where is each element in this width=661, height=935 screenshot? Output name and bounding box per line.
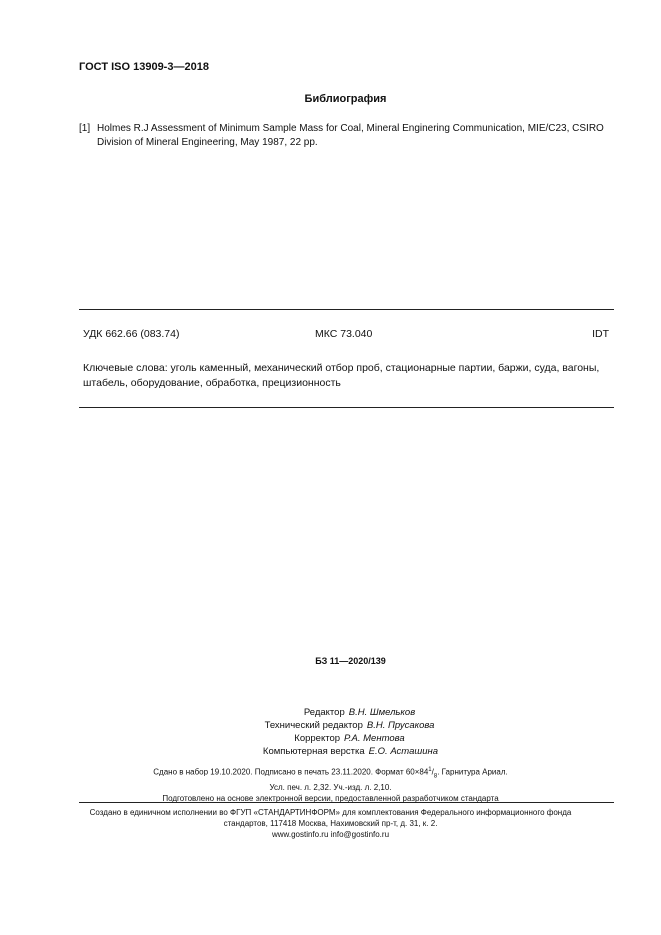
credit-line (0, 745, 661, 758)
bibliography-title: Библиография (304, 93, 387, 105)
udk-code: УДК 662.66 (083.74) (83, 328, 180, 340)
bz-number: БЗ 11—2020/139 (315, 656, 386, 666)
print-line-1-text: Сдано в набор 19.10.2020. Подписано в печать 23.11.2020. Формат 60×84 (153, 767, 429, 777)
classification-row (83, 328, 609, 340)
print-info (0, 765, 661, 804)
print-line-1-typeface: . Гарнитура Ариал. (437, 767, 508, 777)
credit-line (0, 706, 661, 719)
divider-middle (79, 407, 614, 408)
divider-top (79, 309, 614, 310)
footer-line-1: Создано в единичном исполнении во ФГУП «СТАНДАРТИНФОРМ» для комплектования Федерального информационного фонда (89, 808, 572, 817)
entry-number: [1] (79, 123, 91, 134)
idt-label: IDT (592, 328, 609, 340)
format-fraction-denominator: 8 (433, 773, 438, 780)
mks-code: МКС 73.040 (315, 328, 373, 340)
credit-name: В.Н. Шмельков (348, 707, 416, 718)
footer-line-3: www.gostinfo.ru info@gostinfo.ru (271, 830, 390, 839)
credit-role: Компьютерная верстка (262, 746, 365, 757)
print-line-1: Сдано в набор 19.10.2020. Подписано в печать 23.11.2020. Формат $60\times 84^1/_8$. Гарнитура Ариал. (153, 767, 508, 780)
bibliography-entry (79, 122, 609, 150)
publisher-footer (0, 807, 661, 840)
entry-text: Holmes R.J Assessment of Minimum Sample Mass for Coal, Mineral Enginering Communication, MIE/C23, CSIRO Division of Mineral Engineering, May 1987, 22 pp. (97, 123, 604, 148)
credit-name: Е.О. Асташина (368, 746, 439, 757)
format-fraction-numerator: 1 (428, 767, 432, 773)
keywords-text: Ключевые слова: уголь каменный, механический отбор проб, стационарные партии, баржи, суда, вагоны, штабель, оборудование, обработка, прецизионность (83, 362, 600, 389)
divider-bottom (79, 802, 614, 803)
credit-name: В.Н. Прусакова (366, 720, 435, 731)
print-line-3: Подготовлено на основе электронной версии, предоставленной разработчиком стандарта (162, 794, 499, 804)
credit-line (0, 732, 661, 745)
credit-role: Корректор (294, 733, 341, 744)
footer-line-2: стандартов, 117418 Москва, Нахимовский пр-т, д. 31, к. 2. (223, 819, 438, 828)
credit-line (0, 719, 661, 732)
credit-role: Технический редактор (264, 720, 363, 731)
credit-role: Редактор (303, 707, 345, 718)
credits-block (0, 706, 661, 758)
standard-code: ГОСТ ISO 13909-3—2018 (79, 61, 209, 73)
print-line-2: Усл. печ. л. 2,32. Уч.-изд. л. 2,10. (269, 783, 392, 793)
credit-name: Р.А. Ментова (344, 733, 405, 744)
